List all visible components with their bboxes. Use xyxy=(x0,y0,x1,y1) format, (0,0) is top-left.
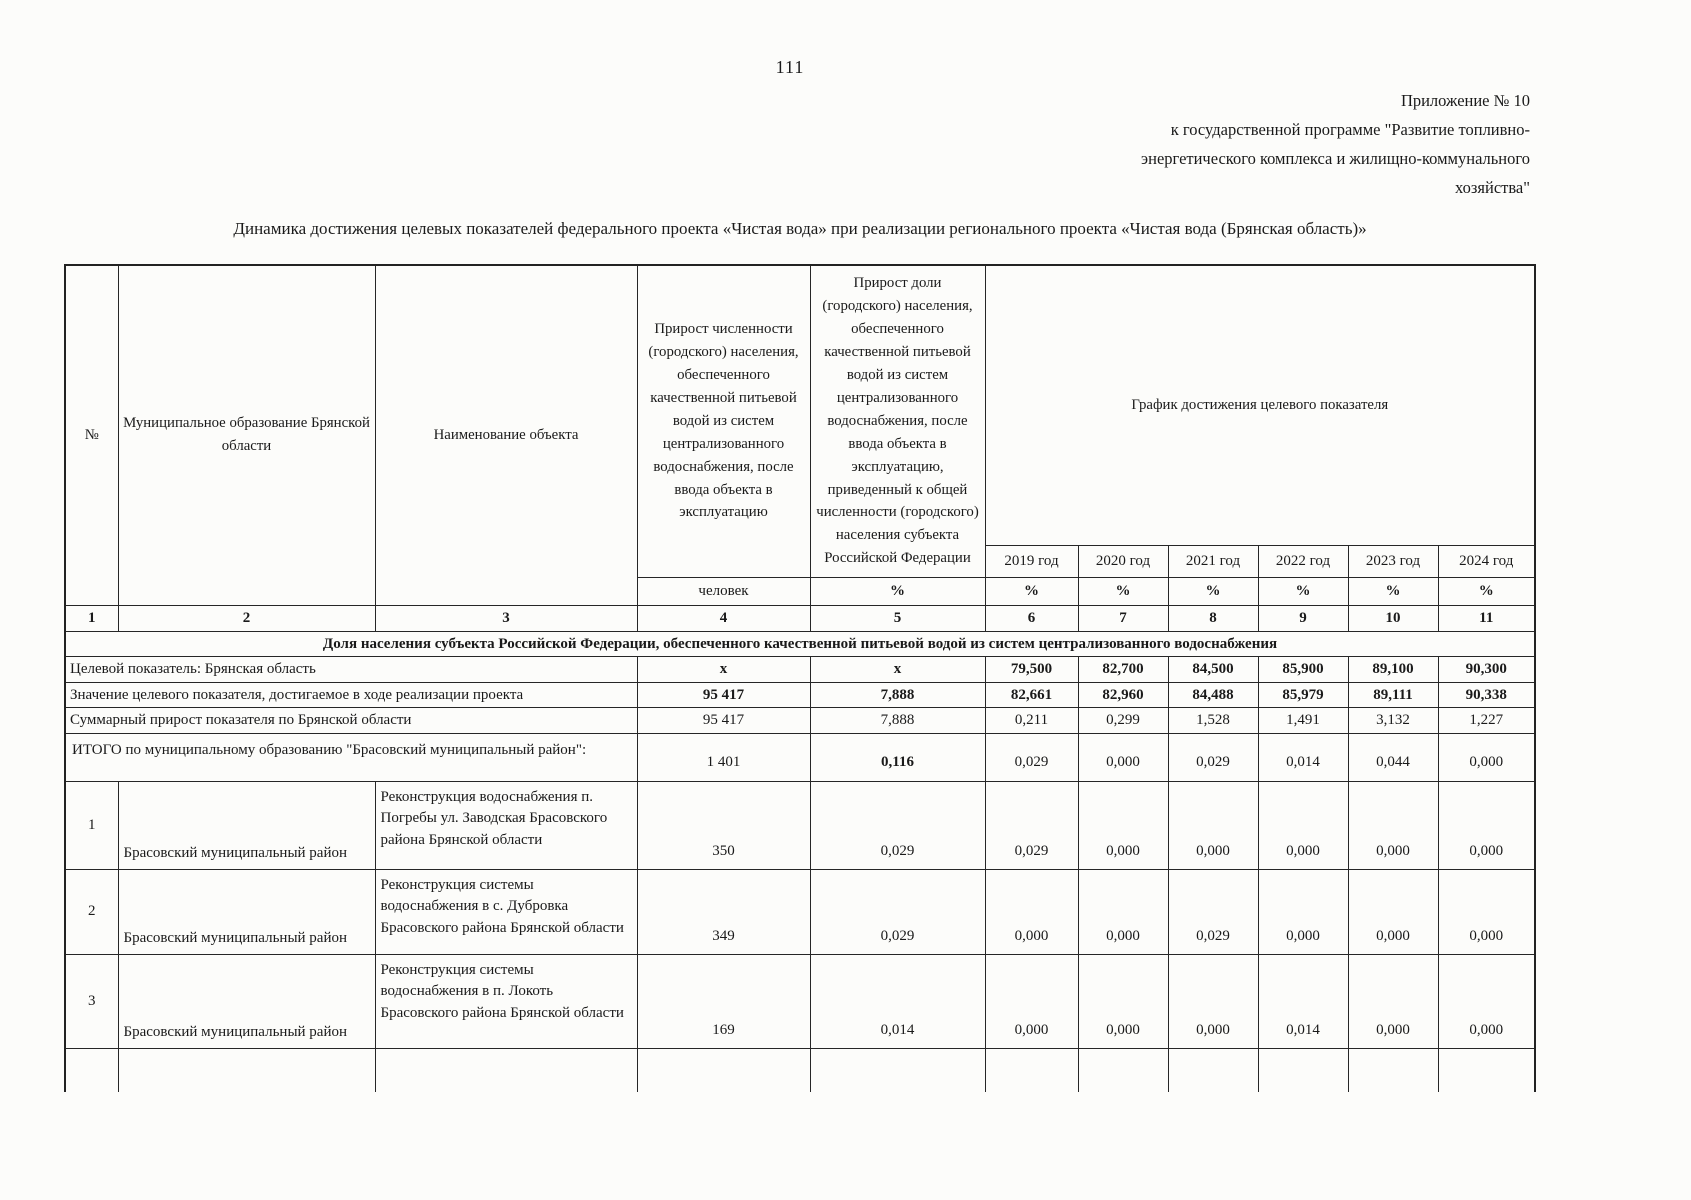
header-schedule: График достижения целевого показателя xyxy=(985,265,1535,545)
year-value-cell: 0,000 xyxy=(1438,954,1535,1048)
appendix-line: хозяйства" xyxy=(1455,178,1530,197)
summary-value-cell: 82,960 xyxy=(1078,682,1168,708)
summary-value-cell: 84,488 xyxy=(1168,682,1258,708)
empty-cell xyxy=(65,1048,118,1092)
header-row-colnumbers xyxy=(65,605,1535,631)
year-value-cell: 0,000 xyxy=(1258,869,1348,954)
summary-people-cell: 95 417 xyxy=(637,708,810,734)
header-municipality: Муниципальное образование Брянской области xyxy=(118,265,375,605)
summary-value-cell: 3,132 xyxy=(1348,708,1438,734)
year-header-cell: 2022 год xyxy=(1258,545,1348,577)
unit-cell: % xyxy=(985,577,1078,605)
object-row xyxy=(65,954,1535,1048)
year-value-cell: 0,000 xyxy=(985,954,1078,1048)
header-people-increase: Прирост численности (городского) населения, обеспеченного качественной питьевой водой из систем централизованного водоснабжения, после ввода объекта в эксплуатацию xyxy=(637,265,810,577)
summary-value-cell: 90,338 xyxy=(1438,682,1535,708)
summary-value-cell: 84,500 xyxy=(1168,657,1258,683)
col-number-cell: 11 xyxy=(1438,605,1535,631)
summary-value-cell: 85,979 xyxy=(1258,682,1348,708)
appendix-line: энергетического комплекса и жилищно-коммунального xyxy=(1141,149,1530,168)
summary-row-total xyxy=(65,733,1535,781)
year-value-cell: 0,000 xyxy=(1258,781,1348,869)
year-value-cell: 0,029 xyxy=(1168,869,1258,954)
col-number-cell: 7 xyxy=(1078,605,1168,631)
unit-cell: % xyxy=(1078,577,1168,605)
people-value-cell: 169 xyxy=(637,954,810,1048)
percent-value-cell: 0,014 xyxy=(810,954,985,1048)
year-value-cell: 0,000 xyxy=(1078,869,1168,954)
header-row-main xyxy=(65,265,1535,545)
col-number-cell: 3 xyxy=(375,605,637,631)
summary-value-cell: 0,029 xyxy=(1168,733,1258,781)
year-value-cell: 0,000 xyxy=(1168,781,1258,869)
year-header-cell: 2019 год xyxy=(985,545,1078,577)
empty-cell xyxy=(1258,1048,1348,1092)
empty-cell xyxy=(1168,1048,1258,1092)
year-value-cell: 0,000 xyxy=(985,869,1078,954)
summary-label: Значение целевого показателя, достигаемое в ходе реализации проекта xyxy=(65,682,637,708)
empty-cell xyxy=(637,1048,810,1092)
col-number-cell: 8 xyxy=(1168,605,1258,631)
col-number-cell: 1 xyxy=(65,605,118,631)
year-header-cell: 2020 год xyxy=(1078,545,1168,577)
summary-label: Суммарный прирост показателя по Брянской области xyxy=(65,708,637,734)
indicators-table xyxy=(64,264,1536,1092)
year-value-cell: 0,014 xyxy=(1258,954,1348,1048)
summary-row xyxy=(65,657,1535,683)
people-value-cell: 349 xyxy=(637,869,810,954)
year-value-cell: 0,000 xyxy=(1168,954,1258,1048)
summary-value-cell: 0,014 xyxy=(1258,733,1348,781)
summary-people-cell: 1 401 xyxy=(637,733,810,781)
appendix-block xyxy=(1141,86,1530,202)
empty-cell xyxy=(375,1048,637,1092)
summary-value-cell: 82,661 xyxy=(985,682,1078,708)
appendix-line: Приложение № 10 xyxy=(1400,91,1530,110)
header-num: № xyxy=(65,265,118,605)
empty-cell xyxy=(1078,1048,1168,1092)
row-number-cell: 2 xyxy=(65,869,118,954)
object-row xyxy=(65,869,1535,954)
year-value-cell: 0,000 xyxy=(1438,781,1535,869)
summary-people-cell: 95 417 xyxy=(637,682,810,708)
summary-value-cell: 89,100 xyxy=(1348,657,1438,683)
summary-value-cell: 1,227 xyxy=(1438,708,1535,734)
people-value-cell: 350 xyxy=(637,781,810,869)
section-title: Доля населения субъекта Российской Федерации, обеспеченного качественной питьевой водой из систем централизованного водоснабжения xyxy=(65,631,1535,657)
col-number-cell: 6 xyxy=(985,605,1078,631)
summary-row xyxy=(65,708,1535,734)
summary-value-cell: 1,491 xyxy=(1258,708,1348,734)
col-number-cell: 9 xyxy=(1258,605,1348,631)
empty-cell xyxy=(1438,1048,1535,1092)
empty-cell xyxy=(118,1048,375,1092)
summary-row xyxy=(65,682,1535,708)
percent-value-cell: 0,029 xyxy=(810,781,985,869)
summary-label: ИТОГО по муниципальному образованию "Брасовский муниципальный район": xyxy=(65,733,637,781)
year-value-cell: 0,000 xyxy=(1438,869,1535,954)
summary-value-cell: 0,211 xyxy=(985,708,1078,734)
summary-value-cell: 0,299 xyxy=(1078,708,1168,734)
object-name-cell: Реконструкция системы водоснабжения в с. Дубровка Брасовского района Брянской области xyxy=(375,869,637,954)
empty-cell xyxy=(810,1048,985,1092)
col-number-cell: 10 xyxy=(1348,605,1438,631)
summary-value-cell: 0,044 xyxy=(1348,733,1438,781)
unit-cell: % xyxy=(1438,577,1535,605)
summary-value-cell: 79,500 xyxy=(985,657,1078,683)
col-number-cell: 4 xyxy=(637,605,810,631)
year-value-cell: 0,000 xyxy=(1348,781,1438,869)
unit-cell: % xyxy=(810,577,985,605)
year-value-cell: 0,000 xyxy=(1348,954,1438,1048)
col-number-cell: 5 xyxy=(810,605,985,631)
page-number: 111 xyxy=(775,57,805,77)
header-object-name: Наименование объекта xyxy=(375,265,637,605)
summary-value-cell: 90,300 xyxy=(1438,657,1535,683)
row-number-cell: 3 xyxy=(65,954,118,1048)
percent-value-cell: 0,029 xyxy=(810,869,985,954)
municipality-cell: Брасовский муниципальный район xyxy=(118,781,375,869)
year-value-cell: 0,000 xyxy=(1078,954,1168,1048)
object-row-partial xyxy=(65,1048,1535,1092)
summary-value-cell: 85,900 xyxy=(1258,657,1348,683)
row-number-cell: 1 xyxy=(65,781,118,869)
document-title: Динамика достижения целевых показателей федерального проекта «Чистая вода» при реализации регионального проекта «Чистая вода (Брянская область)» xyxy=(233,219,1367,238)
object-name-cell: Реконструкция водоснабжения п. Погребы ул. Заводская Брасовского района Брянской области xyxy=(375,781,637,869)
summary-percent-cell: 7,888 xyxy=(810,708,985,734)
year-header-cell: 2024 год xyxy=(1438,545,1535,577)
year-header-cell: 2021 год xyxy=(1168,545,1258,577)
year-value-cell: 0,000 xyxy=(1348,869,1438,954)
object-name-cell: Реконструкция системы водоснабжения в п. Локоть Брасовского района Брянской области xyxy=(375,954,637,1048)
unit-cell: % xyxy=(1258,577,1348,605)
summary-people-cell: x xyxy=(637,657,810,683)
summary-percent-cell: 7,888 xyxy=(810,682,985,708)
header-share-increase: Прирост доли (городского) населения, обеспеченного качественной питьевой водой из систем централизованного водоснабжения, после ввода объекта в эксплуатацию, приведенный к общей численности (городского) населения субъекта Российской Федерации xyxy=(810,265,985,577)
year-header-cell: 2023 год xyxy=(1348,545,1438,577)
object-row xyxy=(65,781,1535,869)
summary-value-cell: 82,700 xyxy=(1078,657,1168,683)
summary-percent-cell: 0,116 xyxy=(810,733,985,781)
municipality-cell: Брасовский муниципальный район xyxy=(118,954,375,1048)
summary-value-cell: 0,000 xyxy=(1078,733,1168,781)
summary-value-cell: 0,029 xyxy=(985,733,1078,781)
unit-cell: % xyxy=(1168,577,1258,605)
summary-value-cell: 1,528 xyxy=(1168,708,1258,734)
year-value-cell: 0,029 xyxy=(985,781,1078,869)
appendix-line: к государственной программе "Развитие топливно- xyxy=(1170,120,1530,139)
municipality-cell: Брасовский муниципальный район xyxy=(118,869,375,954)
empty-cell xyxy=(985,1048,1078,1092)
summary-label: Целевой показатель: Брянская область xyxy=(65,657,637,683)
section-row xyxy=(65,631,1535,657)
empty-cell xyxy=(1348,1048,1438,1092)
summary-value-cell: 89,111 xyxy=(1348,682,1438,708)
unit-cell: % xyxy=(1348,577,1438,605)
year-value-cell: 0,000 xyxy=(1078,781,1168,869)
col-number-cell: 2 xyxy=(118,605,375,631)
unit-cell: человек xyxy=(637,577,810,605)
summary-percent-cell: x xyxy=(810,657,985,683)
table-container xyxy=(64,264,1538,1092)
summary-value-cell: 0,000 xyxy=(1438,733,1535,781)
